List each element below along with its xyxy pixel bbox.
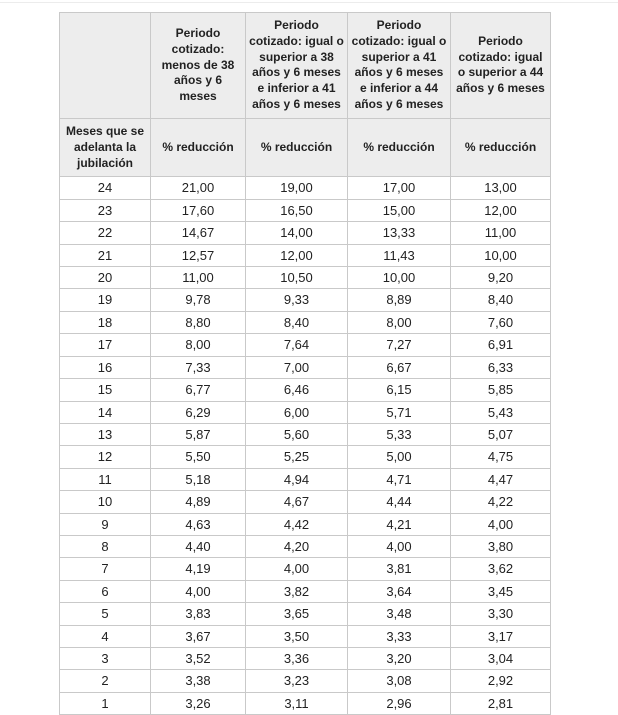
reduction-value-cell: 3,64 xyxy=(348,580,451,602)
months-cell: 13 xyxy=(60,423,151,445)
period-header-1: Periodo cotizado: menos de 38 años y 6 meses xyxy=(151,13,246,119)
months-cell: 8 xyxy=(60,535,151,557)
reduction-value-cell: 5,18 xyxy=(151,468,246,490)
reduction-value-cell: 6,46 xyxy=(246,379,348,401)
reduction-value-cell: 3,82 xyxy=(246,580,348,602)
reduction-value-cell: 7,33 xyxy=(151,356,246,378)
reduction-value-cell: 5,43 xyxy=(451,401,551,423)
reduction-value-cell: 10,00 xyxy=(451,244,551,266)
subheader-row xyxy=(60,118,551,176)
corner-cell xyxy=(60,13,151,119)
months-cell: 15 xyxy=(60,379,151,401)
months-axis-header: Meses que se adelanta la jubilación xyxy=(60,118,151,176)
reduction-value-cell: 4,00 xyxy=(451,513,551,535)
reduction-value-cell: 3,48 xyxy=(348,603,451,625)
pension-reduction-table xyxy=(59,12,551,715)
reduction-value-cell: 6,91 xyxy=(451,334,551,356)
table-row xyxy=(60,177,551,199)
months-cell: 21 xyxy=(60,244,151,266)
reduction-value-cell: 8,40 xyxy=(451,289,551,311)
reduction-value-cell: 12,00 xyxy=(451,199,551,221)
reduction-value-cell: 6,77 xyxy=(151,379,246,401)
table-row xyxy=(60,603,551,625)
reduction-value-cell: 2,96 xyxy=(348,692,451,714)
reduction-value-cell: 5,71 xyxy=(348,401,451,423)
reduction-value-cell: 2,92 xyxy=(451,670,551,692)
months-cell: 6 xyxy=(60,580,151,602)
table-row xyxy=(60,580,551,602)
months-cell: 22 xyxy=(60,222,151,244)
months-cell: 19 xyxy=(60,289,151,311)
reduction-value-cell: 3,67 xyxy=(151,625,246,647)
months-cell: 1 xyxy=(60,692,151,714)
reduction-value-cell: 12,57 xyxy=(151,244,246,266)
reduction-subheader-1: % reducción xyxy=(151,118,246,176)
reduction-value-cell: 4,89 xyxy=(151,491,246,513)
reduction-subheader-4: % reducción xyxy=(451,118,551,176)
reduction-value-cell: 5,50 xyxy=(151,446,246,468)
table-header xyxy=(60,13,551,177)
reduction-value-cell: 5,07 xyxy=(451,423,551,445)
reduction-value-cell: 12,00 xyxy=(246,244,348,266)
months-cell: 12 xyxy=(60,446,151,468)
months-cell: 20 xyxy=(60,267,151,289)
reduction-value-cell: 8,00 xyxy=(151,334,246,356)
reduction-value-cell: 10,50 xyxy=(246,267,348,289)
months-cell: 3 xyxy=(60,647,151,669)
reduction-value-cell: 4,94 xyxy=(246,468,348,490)
page-top-divider xyxy=(0,2,618,3)
reduction-value-cell: 3,17 xyxy=(451,625,551,647)
table-row xyxy=(60,222,551,244)
months-cell: 14 xyxy=(60,401,151,423)
table-row xyxy=(60,356,551,378)
reduction-value-cell: 4,20 xyxy=(246,535,348,557)
reduction-value-cell: 17,60 xyxy=(151,199,246,221)
reduction-value-cell: 5,60 xyxy=(246,423,348,445)
table-row xyxy=(60,491,551,513)
table-row xyxy=(60,311,551,333)
months-cell: 16 xyxy=(60,356,151,378)
reduction-value-cell: 14,00 xyxy=(246,222,348,244)
reduction-subheader-2: % reducción xyxy=(246,118,348,176)
table-row xyxy=(60,446,551,468)
months-cell: 11 xyxy=(60,468,151,490)
months-cell: 5 xyxy=(60,603,151,625)
reduction-value-cell: 4,44 xyxy=(348,491,451,513)
table-row xyxy=(60,334,551,356)
reduction-value-cell: 5,87 xyxy=(151,423,246,445)
reduction-value-cell: 3,08 xyxy=(348,670,451,692)
period-header-2: Periodo cotizado: igual o superior a 38 años y 6 meses e inferior a 41 años y 6 meses xyxy=(246,13,348,119)
reduction-value-cell: 13,00 xyxy=(451,177,551,199)
months-cell: 4 xyxy=(60,625,151,647)
reduction-value-cell: 4,00 xyxy=(246,558,348,580)
table-row xyxy=(60,199,551,221)
reduction-value-cell: 11,00 xyxy=(151,267,246,289)
reduction-value-cell: 3,50 xyxy=(246,625,348,647)
months-cell: 17 xyxy=(60,334,151,356)
reduction-value-cell: 6,67 xyxy=(348,356,451,378)
reduction-value-cell: 7,64 xyxy=(246,334,348,356)
reduction-value-cell: 4,67 xyxy=(246,491,348,513)
reduction-value-cell: 7,60 xyxy=(451,311,551,333)
reduction-value-cell: 3,80 xyxy=(451,535,551,557)
reduction-value-cell: 16,50 xyxy=(246,199,348,221)
table-body xyxy=(60,177,551,715)
period-header-3: Periodo cotizado: igual o superior a 41 años y 6 meses e inferior a 44 años y 6 meses xyxy=(348,13,451,119)
reduction-value-cell: 4,75 xyxy=(451,446,551,468)
reduction-value-cell: 4,40 xyxy=(151,535,246,557)
period-header-4: Periodo cotizado: igual o superior a 44 años y 6 meses xyxy=(451,13,551,119)
reduction-value-cell: 6,00 xyxy=(246,401,348,423)
reduction-value-cell: 17,00 xyxy=(348,177,451,199)
months-cell: 23 xyxy=(60,199,151,221)
reduction-value-cell: 3,52 xyxy=(151,647,246,669)
reduction-value-cell: 11,00 xyxy=(451,222,551,244)
reduction-value-cell: 3,11 xyxy=(246,692,348,714)
reduction-value-cell: 3,83 xyxy=(151,603,246,625)
reduction-value-cell: 6,29 xyxy=(151,401,246,423)
reduction-value-cell: 3,30 xyxy=(451,603,551,625)
reduction-value-cell: 4,22 xyxy=(451,491,551,513)
reduction-value-cell: 7,27 xyxy=(348,334,451,356)
table-row xyxy=(60,535,551,557)
months-cell: 18 xyxy=(60,311,151,333)
table-row xyxy=(60,289,551,311)
months-cell: 24 xyxy=(60,177,151,199)
reduction-value-cell: 5,00 xyxy=(348,446,451,468)
reduction-value-cell: 3,65 xyxy=(246,603,348,625)
reduction-value-cell: 8,00 xyxy=(348,311,451,333)
reduction-value-cell: 8,89 xyxy=(348,289,451,311)
reduction-value-cell: 19,00 xyxy=(246,177,348,199)
reduction-value-cell: 3,20 xyxy=(348,647,451,669)
table-row xyxy=(60,692,551,714)
reduction-value-cell: 9,20 xyxy=(451,267,551,289)
reduction-value-cell: 3,04 xyxy=(451,647,551,669)
table-row xyxy=(60,244,551,266)
table-row xyxy=(60,647,551,669)
reduction-value-cell: 3,26 xyxy=(151,692,246,714)
months-cell: 10 xyxy=(60,491,151,513)
reduction-value-cell: 4,71 xyxy=(348,468,451,490)
reduction-value-cell: 5,25 xyxy=(246,446,348,468)
reduction-value-cell: 4,21 xyxy=(348,513,451,535)
reduction-value-cell: 3,81 xyxy=(348,558,451,580)
reduction-value-cell: 4,19 xyxy=(151,558,246,580)
months-cell: 7 xyxy=(60,558,151,580)
reduction-value-cell: 3,38 xyxy=(151,670,246,692)
reduction-value-cell: 4,00 xyxy=(348,535,451,557)
reduction-value-cell: 5,85 xyxy=(451,379,551,401)
reduction-value-cell: 4,00 xyxy=(151,580,246,602)
reduction-value-cell: 14,67 xyxy=(151,222,246,244)
table-row xyxy=(60,468,551,490)
reduction-value-cell: 8,80 xyxy=(151,311,246,333)
table-row xyxy=(60,267,551,289)
reduction-value-cell: 11,43 xyxy=(348,244,451,266)
reduction-value-cell: 4,42 xyxy=(246,513,348,535)
reduction-value-cell: 3,62 xyxy=(451,558,551,580)
reduction-value-cell: 4,47 xyxy=(451,468,551,490)
reduction-value-cell: 7,00 xyxy=(246,356,348,378)
reduction-value-cell: 3,45 xyxy=(451,580,551,602)
reduction-value-cell: 3,33 xyxy=(348,625,451,647)
months-cell: 2 xyxy=(60,670,151,692)
reduction-value-cell: 21,00 xyxy=(151,177,246,199)
table-row xyxy=(60,401,551,423)
reduction-value-cell: 8,40 xyxy=(246,311,348,333)
reduction-value-cell: 4,63 xyxy=(151,513,246,535)
reduction-value-cell: 10,00 xyxy=(348,267,451,289)
reduction-value-cell: 3,36 xyxy=(246,647,348,669)
reduction-value-cell: 5,33 xyxy=(348,423,451,445)
months-cell: 9 xyxy=(60,513,151,535)
reduction-value-cell: 2,81 xyxy=(451,692,551,714)
table-row xyxy=(60,670,551,692)
table-row xyxy=(60,513,551,535)
table-row xyxy=(60,379,551,401)
reduction-value-cell: 9,33 xyxy=(246,289,348,311)
table-row xyxy=(60,423,551,445)
reduction-subheader-3: % reducción xyxy=(348,118,451,176)
reduction-value-cell: 15,00 xyxy=(348,199,451,221)
table-row xyxy=(60,558,551,580)
reduction-value-cell: 9,78 xyxy=(151,289,246,311)
reduction-value-cell: 13,33 xyxy=(348,222,451,244)
table-row xyxy=(60,625,551,647)
period-header-row xyxy=(60,13,551,119)
reduction-value-cell: 6,15 xyxy=(348,379,451,401)
reduction-value-cell: 3,23 xyxy=(246,670,348,692)
reduction-value-cell: 6,33 xyxy=(451,356,551,378)
